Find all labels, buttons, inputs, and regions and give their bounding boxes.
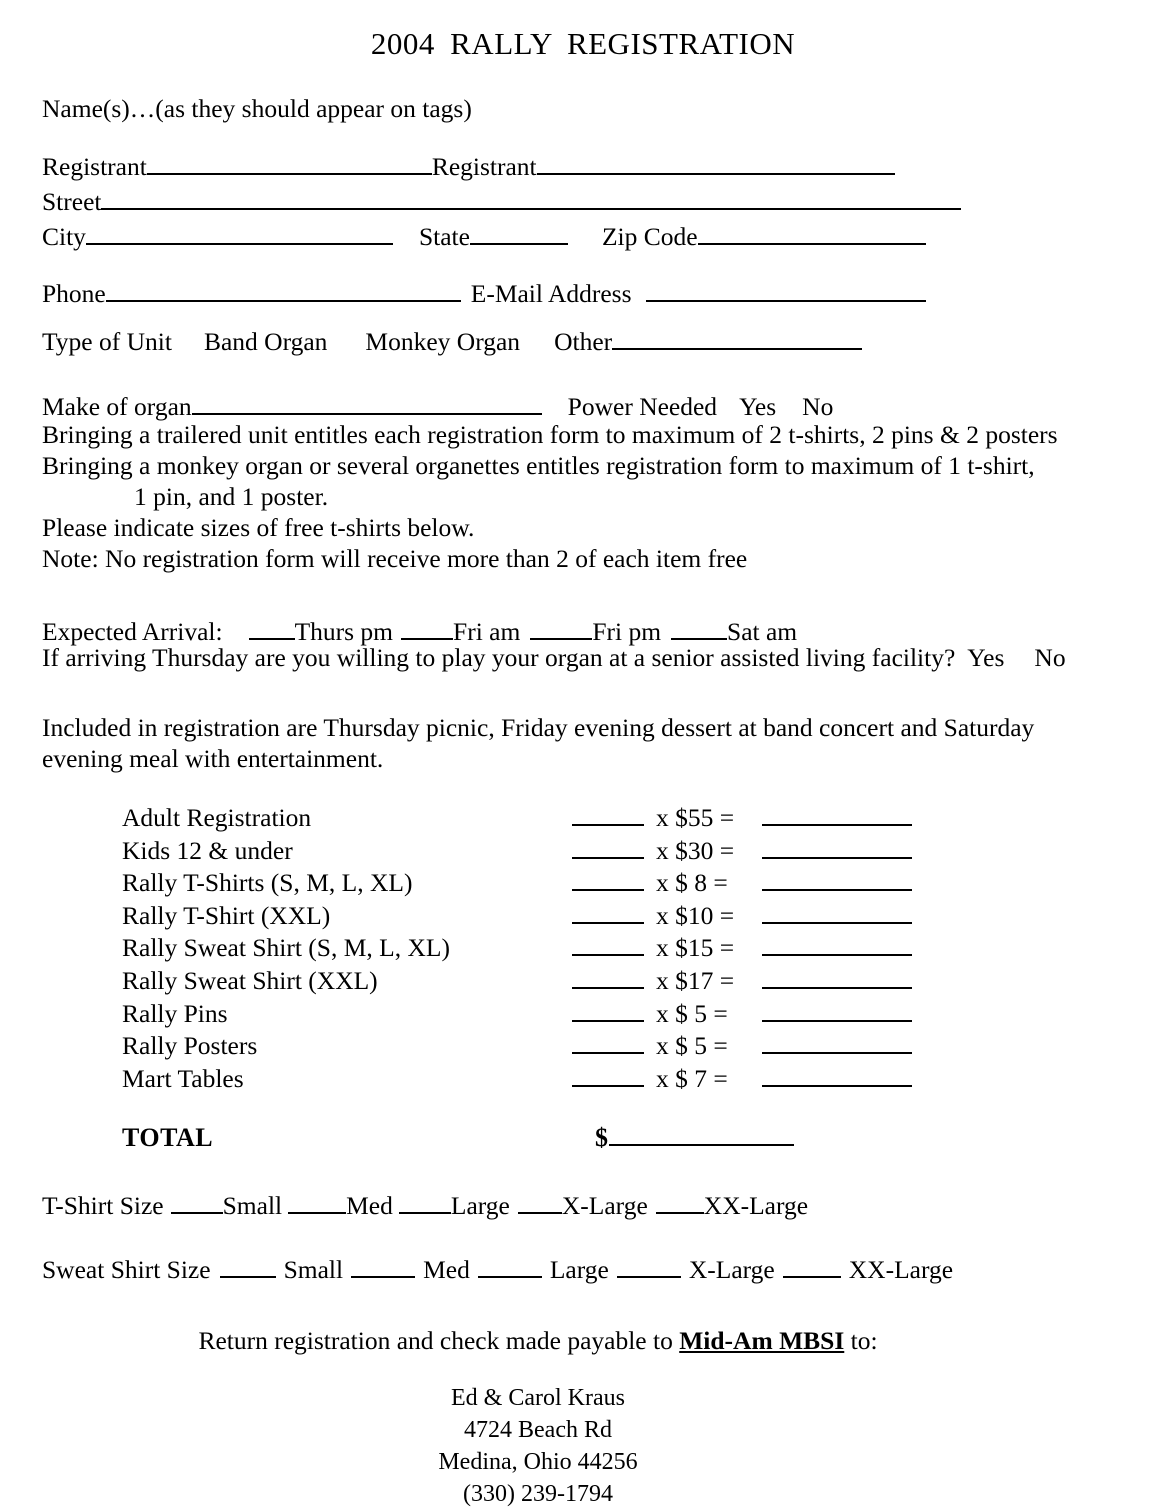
tshirt-size-row <box>0 1191 1156 1221</box>
price-quantity-input[interactable] <box>572 1030 644 1054</box>
note-line-2: Bringing a monkey organ or several organettes entitles registration form to maximum of 1 t-shirt, <box>42 451 1035 480</box>
thursday-play-question-row <box>0 642 1156 672</box>
price-quantity-input[interactable] <box>572 965 644 989</box>
tshirt-option-xxlarge: XX-Large <box>703 1191 809 1221</box>
total-row <box>0 1121 1156 1153</box>
price-table <box>0 802 1156 1095</box>
table-row <box>122 835 1156 868</box>
state-input[interactable] <box>470 223 568 245</box>
power-needed-yes[interactable]: Yes <box>739 391 777 421</box>
included-in-registration <box>0 712 1156 774</box>
tshirt-med-input[interactable] <box>288 1192 346 1214</box>
table-row <box>122 998 1156 1031</box>
make-of-organ-row <box>0 393 1156 420</box>
price-quantity-input[interactable] <box>572 900 644 924</box>
price-item-label: Rally T-Shirts (S, M, L, XL) <box>122 868 413 898</box>
return-instruction-prefix: Return registration and check made payable to <box>198 1326 673 1356</box>
zip-input[interactable] <box>698 223 926 245</box>
phone-email-row <box>0 280 1156 307</box>
contact-phone: (330) 239-1794 <box>463 1481 613 1508</box>
page-title: 2004 RALLY REGISTRATION <box>370 26 796 61</box>
price-item-label: Kids 12 & under <box>122 835 293 865</box>
tshirt-xlarge-input[interactable] <box>518 1192 562 1214</box>
make-of-organ-input[interactable] <box>192 393 542 415</box>
sweatshirt-size-label: Sweat Shirt Size <box>42 1255 211 1285</box>
price-amount-input[interactable] <box>762 867 912 891</box>
zip-label: Zip Code <box>601 221 698 251</box>
tshirt-option-med: Med <box>346 1191 393 1221</box>
price-multiplier-label: x $10 = <box>656 900 735 930</box>
price-multiplier-label: x $ 5 = <box>656 998 728 1028</box>
type-of-unit-row <box>0 328 1156 355</box>
thursday-play-question: If arriving Thursday are you willing to play your organ at a senior assisted living facility? <box>42 642 956 672</box>
arrival-option-fri-am: Fri am <box>453 617 521 646</box>
tshirt-option-xlarge: X-Large <box>561 1191 648 1221</box>
price-item-label: Rally Posters <box>122 1031 258 1061</box>
thursday-play-yes[interactable]: Yes <box>967 642 1005 672</box>
sweatshirt-option-xlarge: X-Large <box>688 1255 775 1285</box>
price-multiplier-label: x $30 = <box>656 835 735 865</box>
note-line-3: 1 pin, and 1 poster. <box>134 482 329 511</box>
registrant-2-input[interactable] <box>537 153 895 175</box>
price-quantity-input[interactable] <box>572 867 644 891</box>
sweatshirt-xxlarge-input[interactable] <box>783 1256 841 1278</box>
price-quantity-input[interactable] <box>572 932 644 956</box>
return-instruction-suffix: to: <box>850 1326 878 1356</box>
email-input[interactable] <box>646 280 926 302</box>
phone-input[interactable] <box>106 280 461 302</box>
phone-label: Phone <box>42 278 106 308</box>
price-item-label: Rally Sweat Shirt (S, M, L, XL) <box>122 933 450 963</box>
unit-other-input[interactable] <box>612 328 862 350</box>
tshirt-large-input[interactable] <box>399 1192 451 1214</box>
return-instruction <box>0 1325 1156 1356</box>
table-row <box>122 900 1156 933</box>
price-multiplier-label: x $ 5 = <box>656 1031 728 1061</box>
arrival-option-fri-pm: Fri pm <box>592 617 662 646</box>
tshirt-size-label: T-Shirt Size <box>42 1191 164 1221</box>
arrival-fri-pm-input[interactable] <box>530 618 592 640</box>
sweatshirt-option-small: Small <box>283 1255 344 1285</box>
price-quantity-input[interactable] <box>572 802 644 826</box>
price-quantity-input[interactable] <box>572 998 644 1022</box>
arrival-option-sat-am: Sat am <box>727 617 798 646</box>
street-row <box>0 188 1156 223</box>
sweatshirt-small-input[interactable] <box>220 1256 276 1278</box>
price-multiplier-label: x $17 = <box>656 965 735 995</box>
arrival-fri-am-input[interactable] <box>401 618 453 640</box>
power-needed-label: Power Needed <box>567 391 718 421</box>
included-line-1: Included in registration are Thursday picnic, Friday evening dessert at band concert and Saturday <box>42 713 1035 742</box>
contact-street: 4724 Beach Rd <box>464 1417 612 1444</box>
table-row <box>122 965 1156 998</box>
tshirt-option-small: Small <box>222 1191 283 1221</box>
table-row <box>122 932 1156 965</box>
price-quantity-input[interactable] <box>572 835 644 859</box>
registrant-1-input[interactable] <box>147 153 432 175</box>
thursday-play-no[interactable]: No <box>1034 642 1066 672</box>
table-row <box>122 802 1156 835</box>
note-line-5: Note: No registration form will receive more than 2 of each item free <box>42 544 748 573</box>
sweatshirt-option-large: Large <box>549 1255 609 1285</box>
included-line-2: evening meal with entertainment. <box>42 744 384 773</box>
price-item-label: Rally Sweat Shirt (XXL) <box>122 965 378 995</box>
price-multiplier-label: x $ 7 = <box>656 1063 728 1093</box>
unit-option-band-organ[interactable]: Band Organ <box>203 327 328 356</box>
tshirt-xxlarge-input[interactable] <box>656 1192 704 1214</box>
sweatshirt-option-xxlarge: XX-Large <box>848 1255 954 1285</box>
mailing-address <box>0 1382 1156 1510</box>
price-amount-input[interactable] <box>762 802 912 826</box>
total-currency-symbol: $ <box>595 1123 609 1153</box>
price-quantity-input[interactable] <box>572 1063 644 1087</box>
table-row <box>122 867 1156 900</box>
price-amount-input[interactable] <box>762 1030 912 1054</box>
tshirt-option-large: Large <box>450 1191 510 1221</box>
note-line-1: Bringing a trailered unit entitles each registration form to maximum of 2 t-shirts, 2 pins & 2 posters <box>42 420 1058 449</box>
price-amount-input[interactable] <box>762 965 912 989</box>
email-label: E-Mail Address <box>470 278 632 308</box>
price-amount-input[interactable] <box>762 835 912 859</box>
city-input[interactable] <box>86 223 393 245</box>
table-row <box>122 1030 1156 1063</box>
price-multiplier-label: x $55 = <box>656 803 735 832</box>
price-item-label: Mart Tables <box>122 1063 244 1093</box>
street-label: Street <box>42 186 102 216</box>
unit-option-other[interactable]: Other <box>554 327 613 356</box>
city-label: City <box>42 221 86 251</box>
price-multiplier-label: x $15 = <box>656 933 735 963</box>
arrival-sat-am-input[interactable] <box>671 618 727 640</box>
expected-arrival-label: Expected Arrival: <box>42 617 223 646</box>
name-instruction <box>0 96 1156 122</box>
expected-arrival-row <box>0 618 1156 645</box>
total-label: TOTAL <box>122 1123 214 1153</box>
registration-form-page <box>0 26 1156 1508</box>
price-amount-input[interactable] <box>762 1063 912 1087</box>
type-of-unit-label: Type of Unit <box>42 327 172 356</box>
tshirt-small-input[interactable] <box>171 1192 223 1214</box>
arrival-thurs-pm-input[interactable] <box>249 618 295 640</box>
registrant-1-label: Registrant <box>42 151 147 181</box>
sweatshirt-med-input[interactable] <box>351 1256 415 1278</box>
contact-city-state-zip: Medina, Ohio 44256 <box>438 1449 638 1476</box>
sweatshirt-large-input[interactable] <box>478 1256 542 1278</box>
note-line-4: Please indicate sizes of free t-shirts below. <box>42 513 475 542</box>
contact-name: Ed & Carol Kraus <box>451 1385 625 1412</box>
price-item-label: Rally T-Shirt (XXL) <box>122 900 331 930</box>
price-amount-input[interactable] <box>762 900 912 924</box>
sweatshirt-option-med: Med <box>423 1255 470 1285</box>
payee-name: Mid-Am MBSI <box>679 1326 845 1356</box>
price-amount-input[interactable] <box>762 932 912 956</box>
sweatshirt-size-row <box>0 1255 1156 1285</box>
price-item-label: Adult Registration <box>122 803 312 832</box>
name-instruction-label: Name(s)…(as they should appear on tags) <box>42 94 472 123</box>
make-of-organ-label: Make of organ <box>42 391 192 421</box>
street-input[interactable] <box>101 188 961 210</box>
sweatshirt-xlarge-input[interactable] <box>617 1256 681 1278</box>
price-multiplier-label: x $ 8 = <box>656 868 728 898</box>
state-label: State <box>418 221 470 251</box>
power-needed-no[interactable]: No <box>802 391 834 421</box>
city-state-zip-row <box>0 223 1156 258</box>
registrant-2-label: Registrant <box>431 151 537 181</box>
table-row <box>122 1063 1156 1096</box>
unit-option-monkey-organ[interactable]: Monkey Organ <box>365 327 521 356</box>
total-amount-input[interactable] <box>609 1121 794 1146</box>
price-item-label: Rally Pins <box>122 998 228 1028</box>
price-amount-input[interactable] <box>762 998 912 1022</box>
address-block <box>0 153 1156 258</box>
registrant-row <box>0 153 1156 188</box>
arrival-option-thurs-pm: Thurs pm <box>294 617 394 646</box>
entitlement-notes <box>0 419 1156 574</box>
